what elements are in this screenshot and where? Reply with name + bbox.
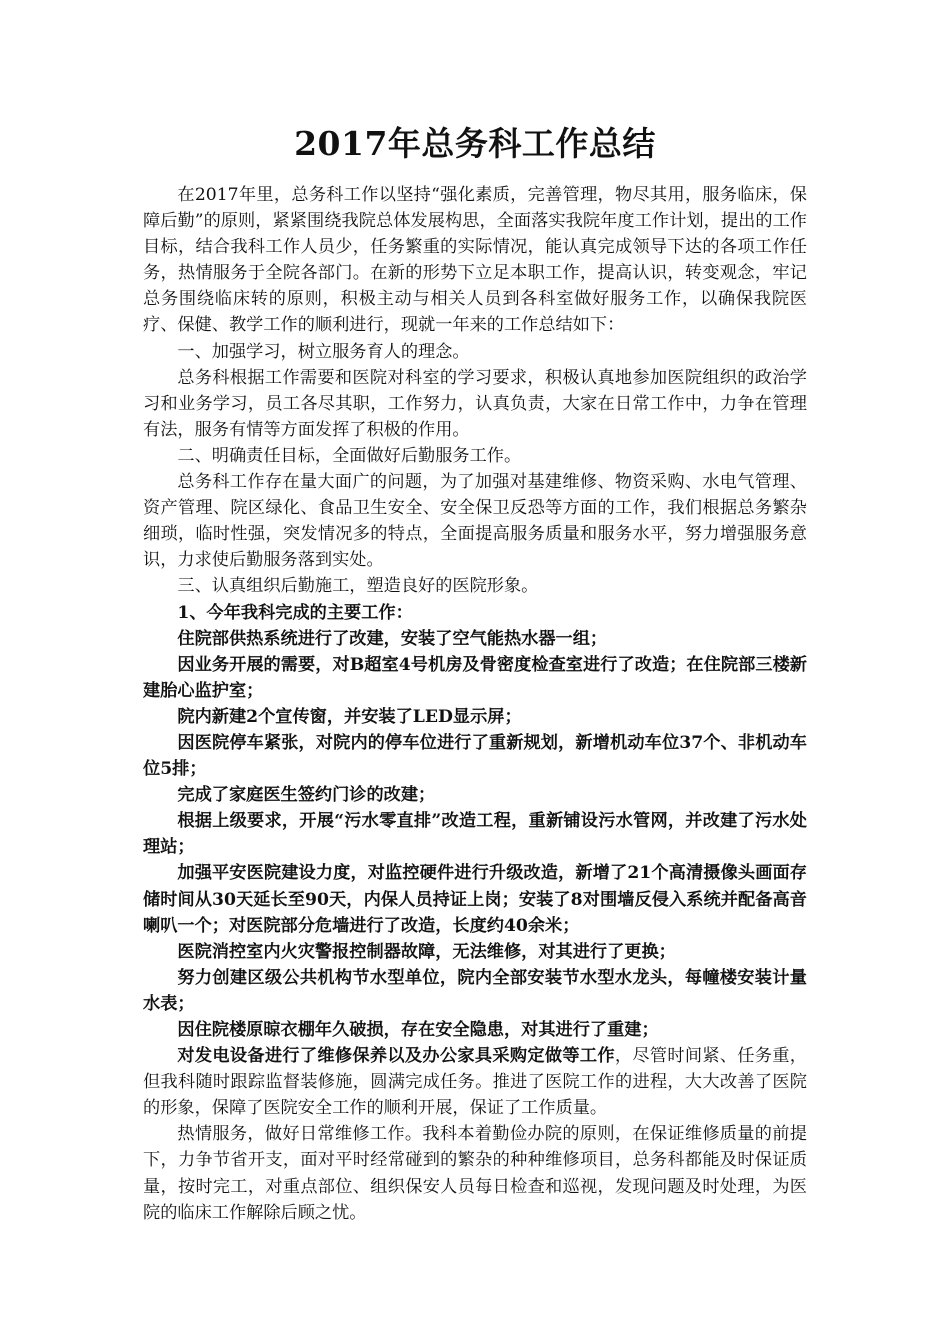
- document-title: 2017年总务科工作总结: [294, 124, 656, 163]
- work-item-text: 院内新建2个宣传窗，并安装了LED显示屏；: [177, 706, 522, 727]
- work-item: [143, 652, 807, 704]
- document-body: [143, 182, 807, 1226]
- work-item-text: 医院消控室内火灾警报控制器故障，无法维修，对其进行了更换；: [177, 941, 676, 962]
- work-item: [143, 808, 807, 860]
- subsection-heading-text: 1、今年我科完成的主要工作：: [177, 602, 413, 623]
- work-item-bold-text: 对发电设备进行了维修保养以及办公家具采购定做等工作: [177, 1046, 615, 1067]
- work-item-text: 因住院楼原晾衣棚年久破损，存在安全隐患，对其进行了重建；: [177, 1020, 659, 1040]
- work-item-text: 住院部供热系统进行了改建，安装了空气能热水器一组；: [177, 628, 608, 649]
- paragraph-text: 在2017年里，总务科工作以坚持“强化素质，完善管理，物尽其用，服务临床，保障后勤”的原则，紧紧围绕我院总体发展构思，全面落实我院年度工作计划，提出的工作目标，结合我科工作人员少，任务繁重的实际情况，能认真完成领导下达的各项工作任务，热情服务于全院各部门。在新的形势下立足本职工作，提高认识，转变观念，牢记总务围绕临床转的原则，积极主动与相关人员到各科室做好服务工作，以确保我院医疗、保健、教学工作的顺利进行，现就一年来的工作总结如下：: [143, 185, 807, 336]
- work-item-text: 完成了家庭医生签约门诊的改建；: [177, 785, 436, 806]
- section-heading-text: 二、明确责任目标，全面做好后勤服务工作。: [177, 445, 522, 466]
- work-item: [143, 860, 807, 938]
- work-item-text: 因医院停车紧张，对院内的停车位进行了重新规划，新增机动车位37个、非机动车位5排；: [143, 732, 807, 780]
- subsection-heading: [143, 600, 807, 626]
- section-heading: [143, 443, 807, 469]
- work-item-mixed: [143, 1043, 807, 1121]
- work-item: [143, 939, 807, 965]
- paragraph-text: 总务科根据工作需要和医院对科室的学习要求，积极认真地参加医院组织的政治学习和业务学习，员工各尽其职，工作努力，认真负责，大家在日常工作中，力争在管理有法，服务有情等方面发挥了积极的作用。: [143, 367, 807, 440]
- paragraph-text: 热情服务，做好日常维修工作。我科本着勤俭办院的原则，在保证维修质量的前提下，力争节省开支，面对平时经常碰到的繁杂的种种维修项目，总务科都能及时保证质量，按时完工，对重点部位、组织保安人员每日检查和巡视，发现问题及时处理，为医院的临床工作解除后顾之忧。: [143, 1124, 807, 1223]
- work-item-text: 因业务开展的需要，对B超室4号机房及骨密度检查室进行了改造；在住院部三楼新建胎心监护室；: [143, 654, 807, 701]
- paragraph: [143, 365, 807, 443]
- work-item-text: 努力创建区级公共机构节水型单位，院内全部安装节水型水龙头，每幢楼安装计量水表；: [143, 967, 807, 1014]
- paragraph-text: 总务科工作存在量大面广的问题，为了加强对基建维修、物资采购、水电气管理、资产管理、院区绿化、食品卫生安全、安全保卫反恐等方面的工作，我们根据总务繁杂细琐，临时性强，突发情况多的特点，全面提高服务质量和服务水平，努力增强服务意识，力求使后勤服务落到实处。: [143, 472, 807, 571]
- paragraph: [143, 1121, 807, 1225]
- paragraph: [143, 182, 807, 339]
- work-item: [143, 1017, 807, 1043]
- work-item-text: 根据上级要求，开展“污水零直排”改造工程，重新铺设污水管网，并改建了污水处理站；: [143, 811, 807, 858]
- section-heading-text: 一、加强学习，树立服务育人的理念。: [177, 341, 470, 362]
- work-item: [143, 730, 807, 782]
- paragraph: [143, 469, 807, 573]
- section-heading-text: 三、认真组织后勤施工，塑造良好的医院形象。: [177, 576, 539, 597]
- work-item: [143, 965, 807, 1017]
- section-heading: [143, 573, 807, 599]
- work-item: [143, 626, 807, 652]
- section-heading: [143, 339, 807, 365]
- work-item: [143, 704, 807, 730]
- work-item-text: 加强平安医院建设力度，对监控硬件进行升级改造，新增了21个高清摄像头画面存储时间从30天延长至90天，内保人员持证上岗；安装了8对围墙反侵入系统并配备高音喇叭一个；对医院部分危墙进行了改造，长度约40余米；: [143, 863, 807, 936]
- work-item: [143, 782, 807, 808]
- work-item-tail-text: ，尽管时间紧、任务重，但我科随时跟踪监督装修施，圆满完成任务。推进了医院工作的进程，大大改善了医院的形象，保障了医院安全工作的顺利开展，保证了工作质量。: [143, 1046, 807, 1119]
